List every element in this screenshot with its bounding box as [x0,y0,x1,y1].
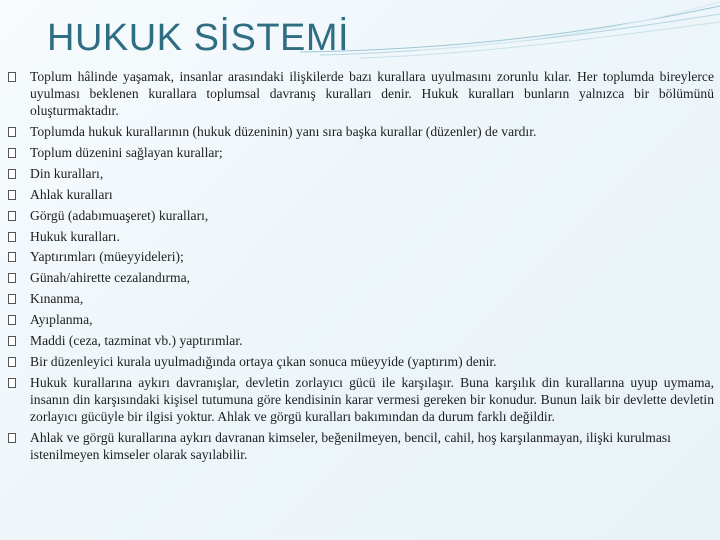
checkbox-bullet-icon [8,127,16,137]
list-item [8,430,714,464]
list-item-text: Toplum hâlinde yaşamak, insanlar arasındaki ilişkilerde bazı kurallara uyulmasını zorunlu kılar. Her toplumda bireylerce uyulması beklenen kurallara toplumsal davranış kuralları denir. Hukuk kuralları bunların yalnızca bir bölümünü oluşturmaktadır. [30,69,714,118]
list-item-text: Günah/ahirette cezalandırma, [30,270,191,286]
list-item [8,249,714,266]
list-item-text: Maddi (ceza, tazminat vb.) yaptırımlar. [30,333,243,349]
checkbox-bullet-icon [8,357,16,367]
list-item [8,124,714,141]
list-item [8,208,714,225]
list-item [8,69,714,119]
checkbox-bullet-icon [8,190,16,200]
checkbox-bullet-icon [8,433,16,443]
list-item-text: Ahlak kuralları [30,186,113,202]
list-item [8,375,714,425]
list-item [8,187,714,204]
list-item [8,166,714,183]
checkbox-bullet-icon [8,252,16,262]
checkbox-bullet-icon [8,273,16,283]
checkbox-bullet-icon [8,72,16,82]
checkbox-bullet-icon [8,232,16,242]
list-item [8,354,714,371]
list-item [8,312,714,329]
list-item-text: Kınanma, [30,291,84,307]
list-item [8,145,714,162]
list-item [8,291,714,308]
checkbox-bullet-icon [8,315,16,325]
list-item [8,229,714,246]
list-item-text: Yaptırımları (müeyyideleri); [30,249,184,265]
checkbox-bullet-icon [8,148,16,158]
checkbox-bullet-icon [8,336,16,346]
checkbox-bullet-icon [8,294,16,304]
checkbox-bullet-icon [8,211,16,221]
list-item-text: Hukuk kuralları. [30,228,120,244]
list-item-text: Toplumda hukuk kurallarının (hukuk düzeninin) yanı sıra başka kurallar (düzenler) de vardır. [30,123,537,139]
checkbox-bullet-icon [8,169,16,179]
list-item-text: Ayıplanma, [30,312,93,328]
list-item [8,270,714,287]
slide-title: HUKUK SİSTEMİ [47,17,350,59]
checkbox-bullet-icon [8,378,16,388]
bullet-list [8,69,714,468]
list-item-text: Hukuk kurallarına aykırı davranışlar, devletin zorlayıcı gücü ile karşılaşır. Buna karşılık din kurallarına uyup uymama, insanın din karşısındaki kişisel tutumuna göre kendisinin karar vermesi gereken bir konudur. Bunun laik bir devlette devletin zorlayıcı gücüyle bir ilgisi yoktur. Ahlak ve görgü kuralları bakımından da durum farklı değildir. [30,375,714,424]
list-item-text: Din kuralları, [30,165,104,181]
list-item-text: Toplum düzenini sağlayan kurallar; [30,144,223,160]
list-item-text: Bir düzenleyici kurala uyulmadığında ortaya çıkan sonuca müeyyide (yaptırım) denir. [30,354,497,370]
list-item-text: Görgü (adabımuaşeret) kuralları, [30,207,209,223]
decorative-swoosh-lines [300,0,720,60]
list-item [8,333,714,350]
list-item-text: Ahlak ve görgü kurallarına aykırı davranan kimseler, beğenilmeyen, bencil, cahil, hoş karşılanmayan, ilişki kurulması istenilmeyen kimseler olarak sayılabilir. [30,429,671,462]
